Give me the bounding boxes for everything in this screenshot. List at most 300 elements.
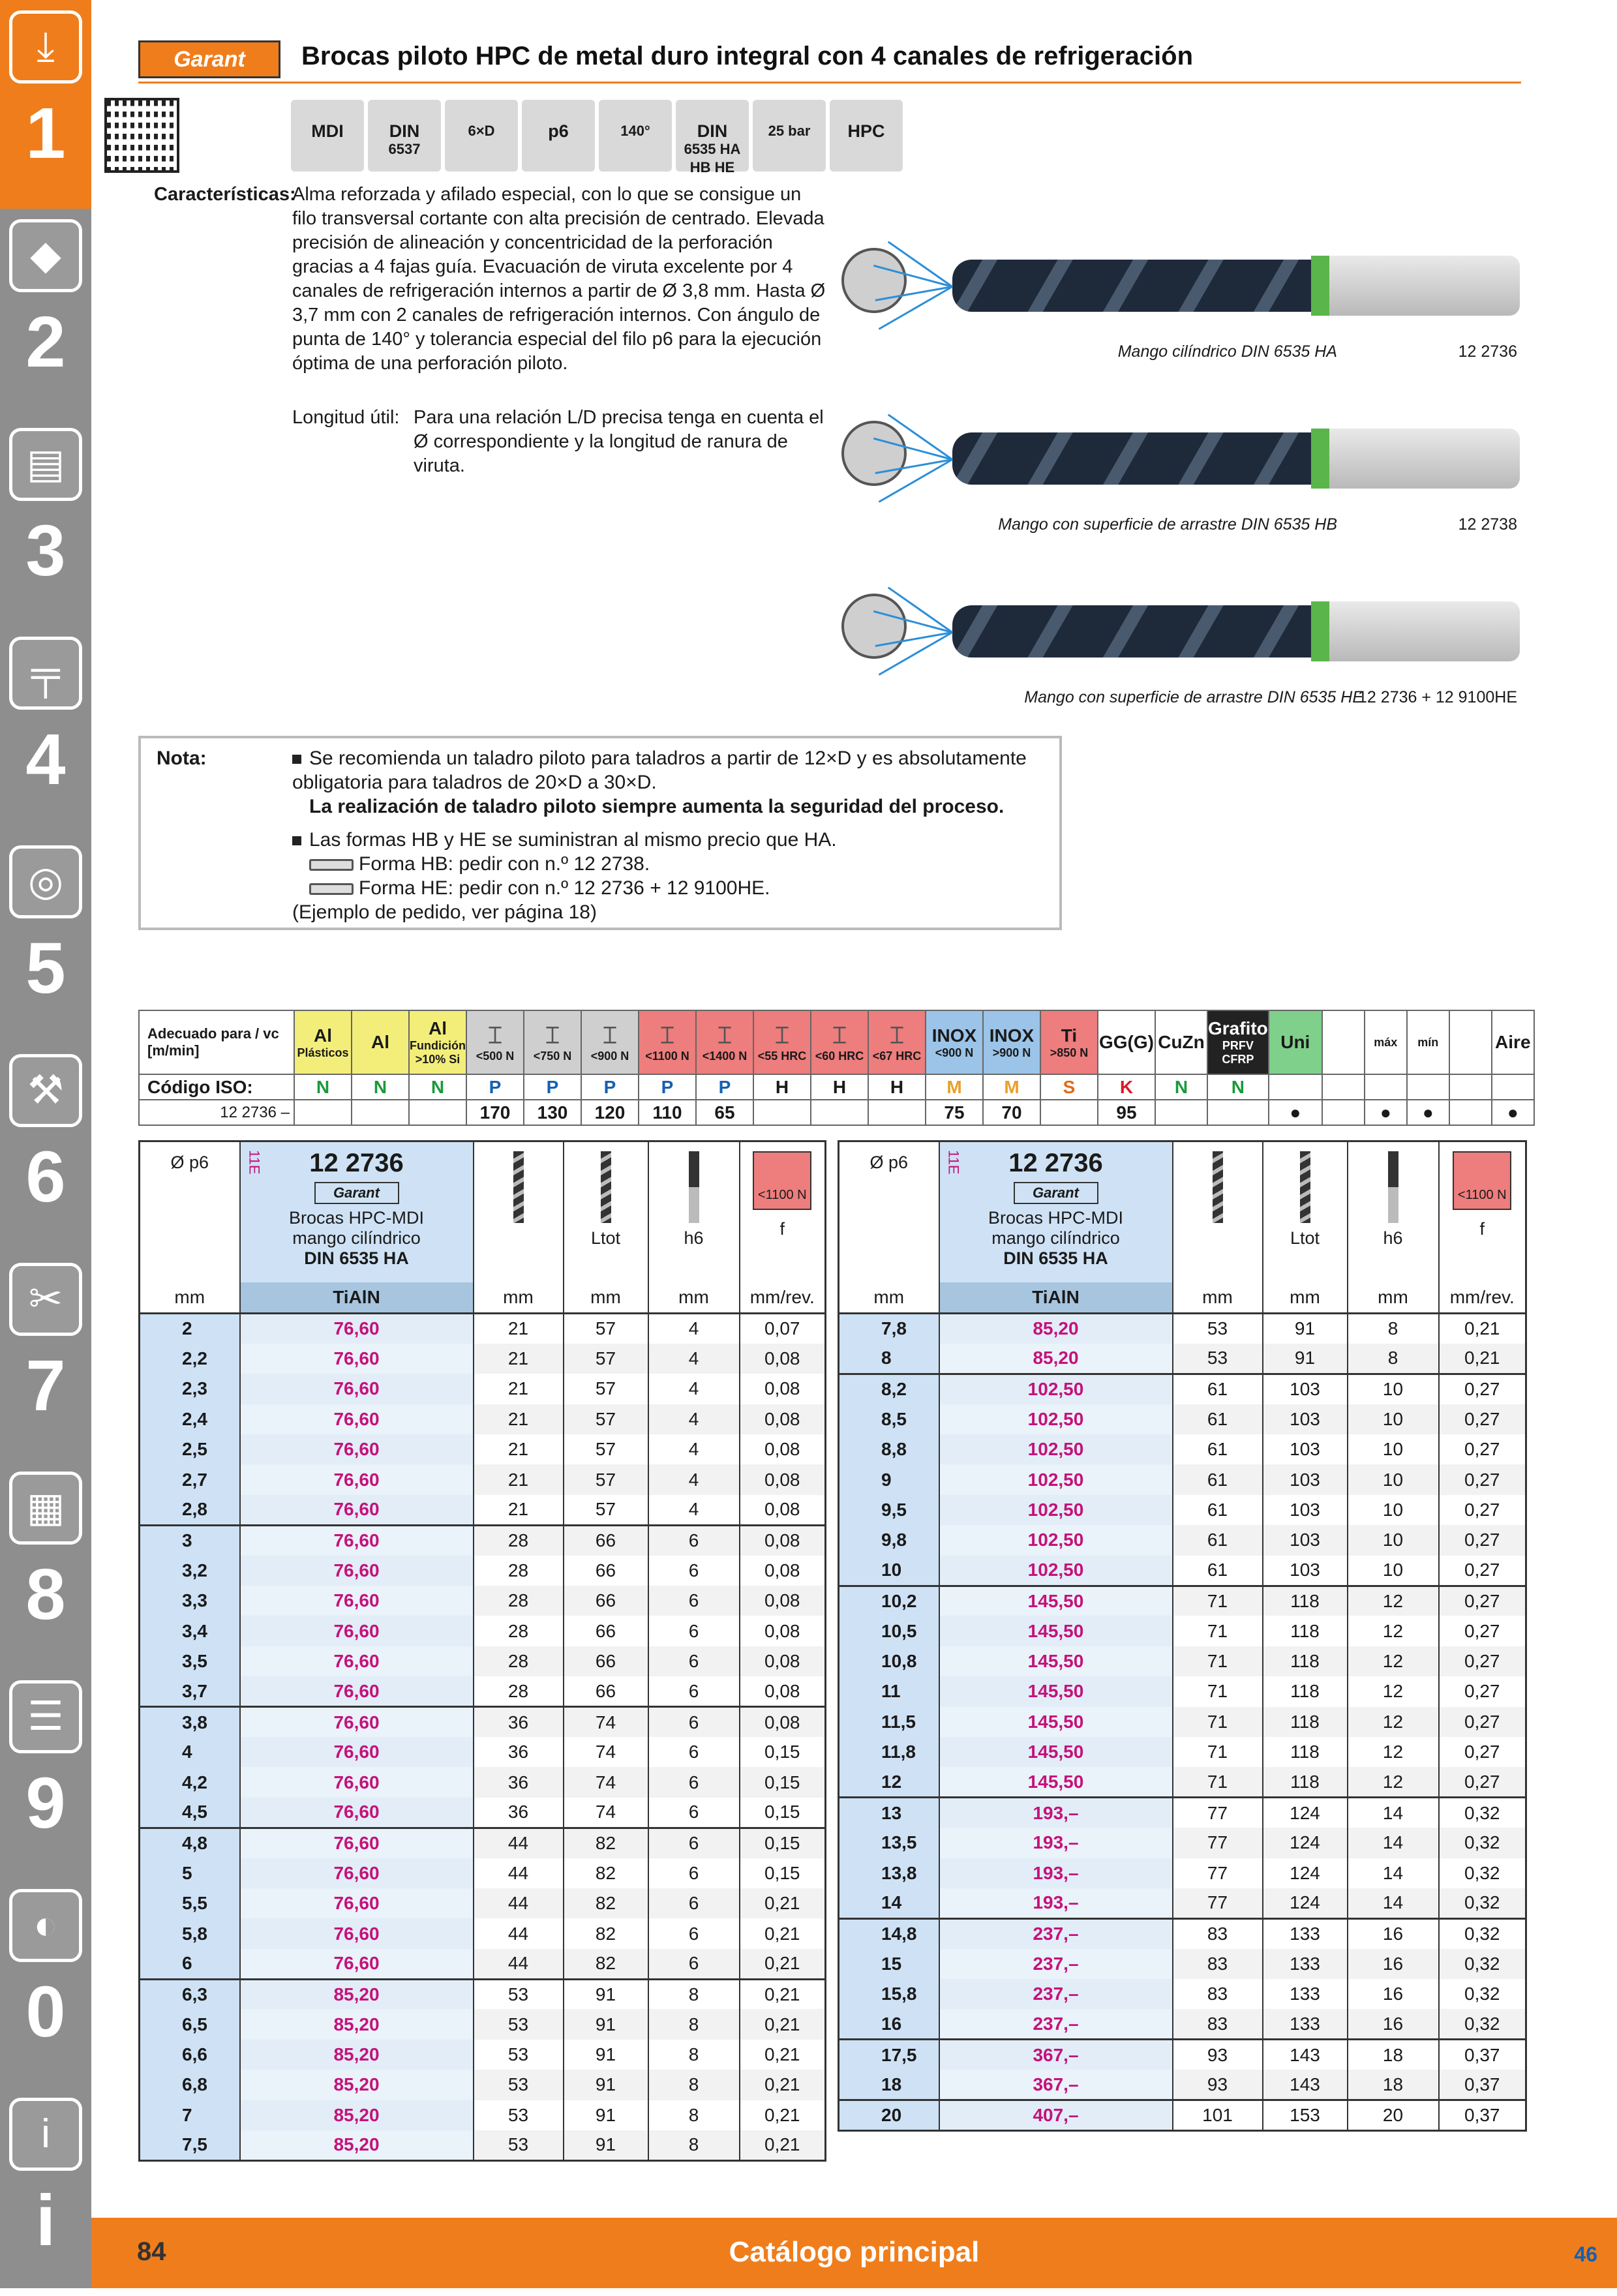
table-row[interactable] bbox=[839, 1404, 1526, 1434]
material-sub: >900 N bbox=[992, 1046, 1031, 1059]
table-row[interactable] bbox=[140, 1556, 826, 1586]
saw-icon: ◎ bbox=[9, 845, 82, 918]
table-row[interactable] bbox=[140, 1949, 826, 1979]
diameter-value: 7 bbox=[140, 2100, 240, 2130]
table-row[interactable] bbox=[839, 1798, 1526, 1828]
diameter-value: 3,8 bbox=[140, 1707, 240, 1737]
shank-value: 6 bbox=[648, 1646, 740, 1676]
price-value: 76,60 bbox=[240, 1949, 474, 1979]
feature-label: p6 bbox=[548, 121, 569, 141]
drill-shank bbox=[1329, 601, 1520, 661]
price-value: 85,20 bbox=[240, 2070, 474, 2100]
feed-value: 0,27 bbox=[1439, 1586, 1526, 1616]
flute-length-value: 28 bbox=[474, 1556, 564, 1586]
info-icon: i bbox=[9, 2098, 82, 2171]
shank-diameter-icon bbox=[689, 1151, 699, 1223]
drill-article-number: 12 2738 bbox=[1458, 515, 1517, 534]
diameter-value: 6,3 bbox=[140, 1979, 240, 2009]
feature-sub: 6535 HA HB HE bbox=[684, 141, 741, 175]
table-row[interactable] bbox=[839, 1616, 1526, 1646]
total-length-value: 91 bbox=[564, 2070, 648, 2100]
chapter-tab-5[interactable] bbox=[0, 835, 91, 1044]
feed-value: 0,15 bbox=[740, 1798, 826, 1828]
feed-value: 0,27 bbox=[1439, 1404, 1526, 1434]
total-length-icon bbox=[601, 1151, 611, 1223]
material-header bbox=[1098, 1010, 1155, 1074]
material-header bbox=[1365, 1010, 1407, 1074]
iso-code bbox=[1407, 1074, 1449, 1100]
flute-length-value: 71 bbox=[1173, 1586, 1263, 1616]
unit-label: mm bbox=[1348, 1282, 1439, 1314]
diameter-value: 15 bbox=[839, 1949, 939, 1979]
page-header bbox=[138, 38, 1521, 83]
price-value: 76,60 bbox=[240, 1707, 474, 1737]
table-row[interactable] bbox=[140, 2040, 826, 2070]
feature-sub: 6×D bbox=[468, 123, 495, 139]
cutting-speed: 110 bbox=[639, 1100, 696, 1125]
shank-value: 16 bbox=[1348, 1949, 1439, 1979]
price-value: 76,60 bbox=[240, 1434, 474, 1464]
iso-code: P bbox=[581, 1074, 639, 1100]
table-row[interactable] bbox=[140, 1314, 826, 1344]
price-value: 237,– bbox=[939, 1918, 1173, 1948]
flute-length-value: 93 bbox=[1173, 2040, 1263, 2070]
diameter-value: 4,5 bbox=[140, 1798, 240, 1828]
unit-label: mm bbox=[140, 1282, 240, 1314]
material-header bbox=[1155, 1010, 1207, 1074]
iso-code bbox=[1365, 1074, 1407, 1100]
cutting-speed bbox=[811, 1100, 868, 1125]
diameter-value: 2 bbox=[140, 1314, 240, 1344]
flute-length-value: 53 bbox=[474, 2009, 564, 2039]
table-row[interactable] bbox=[839, 1556, 1526, 1586]
material-header bbox=[753, 1010, 811, 1074]
chapter-number: 9 bbox=[25, 1763, 66, 1843]
feature-badge bbox=[368, 100, 441, 172]
material-name: Al bbox=[314, 1025, 332, 1046]
material-header bbox=[1407, 1010, 1449, 1074]
shank-value: 10 bbox=[1348, 1374, 1439, 1404]
material-name: INOX bbox=[989, 1025, 1035, 1046]
table-row[interactable] bbox=[839, 1828, 1526, 1858]
chapter-tab-2[interactable] bbox=[0, 209, 91, 417]
total-length-value: 66 bbox=[564, 1556, 648, 1586]
table-row[interactable] bbox=[839, 1676, 1526, 1706]
feed-value: 0,08 bbox=[740, 1464, 826, 1494]
total-length-value: 57 bbox=[564, 1495, 648, 1525]
iso-code bbox=[1492, 1074, 1534, 1100]
feed-value: 0,21 bbox=[740, 2100, 826, 2130]
total-length-value: 66 bbox=[564, 1616, 648, 1646]
price-value: 76,60 bbox=[240, 1556, 474, 1586]
feed-value: 0,08 bbox=[740, 1374, 826, 1404]
shank-value: 18 bbox=[1348, 2070, 1439, 2100]
garant-logo: Garant bbox=[1014, 1182, 1098, 1204]
cutting-speed bbox=[409, 1100, 466, 1125]
shank-he-icon bbox=[309, 883, 354, 895]
feed-value: 0,21 bbox=[740, 1918, 826, 1948]
feed-value: 0,32 bbox=[1439, 1918, 1526, 1948]
total-length-value: 103 bbox=[1263, 1495, 1348, 1525]
drill-article-number: 12 2736 + 12 9100HE bbox=[1358, 688, 1517, 706]
table-row[interactable] bbox=[140, 2070, 826, 2100]
total-length-value: 103 bbox=[1263, 1434, 1348, 1464]
shank-value: 12 bbox=[1348, 1646, 1439, 1676]
steel-profile-icon: ⌶ bbox=[488, 1021, 502, 1048]
shank-value: 12 bbox=[1348, 1586, 1439, 1616]
price-value: 76,60 bbox=[240, 1344, 474, 1374]
price-value: 407,– bbox=[939, 2100, 1173, 2130]
table-row[interactable] bbox=[839, 1707, 1526, 1737]
diameter-value: 3,5 bbox=[140, 1646, 240, 1676]
price-value: 76,60 bbox=[240, 1586, 474, 1616]
table-row[interactable] bbox=[839, 1586, 1526, 1616]
price-value: 76,60 bbox=[240, 1888, 474, 1918]
total-length-value: 118 bbox=[1263, 1586, 1348, 1616]
total-length-value: 124 bbox=[1263, 1858, 1348, 1888]
chapter-tab-0[interactable] bbox=[0, 1879, 91, 2087]
total-length-value: 143 bbox=[1263, 2070, 1348, 2100]
iso-code: P bbox=[639, 1074, 696, 1100]
feed-value: 0,07 bbox=[740, 1314, 826, 1344]
feed-value: 0,27 bbox=[1439, 1495, 1526, 1525]
table-row[interactable] bbox=[839, 1737, 1526, 1767]
total-length-value: 91 bbox=[564, 2100, 648, 2130]
total-length-value: 82 bbox=[564, 1858, 648, 1888]
price-value: 145,50 bbox=[939, 1616, 1173, 1646]
material-sub: <60 HRC bbox=[815, 1050, 864, 1063]
feature-badge bbox=[445, 100, 518, 172]
table-row[interactable] bbox=[839, 1888, 1526, 1918]
feed-header bbox=[740, 1141, 826, 1282]
feed-value: 0,08 bbox=[740, 1646, 826, 1676]
shank-header bbox=[1348, 1141, 1439, 1282]
material-header bbox=[639, 1010, 696, 1074]
table-row[interactable] bbox=[839, 1434, 1526, 1464]
diameter-header bbox=[140, 1141, 240, 1282]
diameter-value: 5,8 bbox=[140, 1918, 240, 1948]
table-row[interactable] bbox=[140, 1858, 826, 1888]
diameter-value: 2,8 bbox=[140, 1495, 240, 1525]
total-length-value: 82 bbox=[564, 1828, 648, 1858]
total-length-value: 66 bbox=[564, 1525, 648, 1555]
feed-value: 0,21 bbox=[740, 1949, 826, 1979]
table-row[interactable] bbox=[839, 1314, 1526, 1344]
shank-value: 6 bbox=[648, 1707, 740, 1737]
total-length-value: 82 bbox=[564, 1918, 648, 1948]
diameter-value: 2,3 bbox=[140, 1374, 240, 1404]
table-row[interactable] bbox=[140, 1404, 826, 1434]
total-length-value: 82 bbox=[564, 1888, 648, 1918]
flute-length-value: 53 bbox=[1173, 1344, 1263, 1374]
feed-value: 0,27 bbox=[1439, 1676, 1526, 1706]
shank-value: 10 bbox=[1348, 1556, 1439, 1586]
garant-logo: Garant bbox=[314, 1182, 399, 1204]
total-length-value: 133 bbox=[1263, 2009, 1348, 2039]
product-table-left bbox=[138, 1140, 826, 2162]
shank-value: 12 bbox=[1348, 1676, 1439, 1706]
diameter-value: 10,2 bbox=[839, 1586, 939, 1616]
flute-length-value: 61 bbox=[1173, 1495, 1263, 1525]
shank-value: 6 bbox=[648, 1858, 740, 1888]
product-table-right bbox=[838, 1140, 1527, 2132]
table-row[interactable] bbox=[140, 1828, 826, 1858]
iso-code bbox=[1322, 1074, 1365, 1100]
diameter-value: 11,8 bbox=[839, 1737, 939, 1767]
diameter-value: 2,7 bbox=[140, 1464, 240, 1494]
flute-length-value: 77 bbox=[1173, 1858, 1263, 1888]
table-row[interactable] bbox=[839, 1918, 1526, 1948]
diameter-value: 6 bbox=[140, 1949, 240, 1979]
diameter-header bbox=[839, 1141, 939, 1282]
feed-value: 0,37 bbox=[1439, 2040, 1526, 2070]
feed-value: 0,21 bbox=[740, 1979, 826, 2009]
feed-header bbox=[1439, 1141, 1526, 1282]
price-value: 76,60 bbox=[240, 1314, 474, 1344]
drill-ring bbox=[1311, 429, 1329, 489]
total-length-value: 74 bbox=[564, 1798, 648, 1828]
table-row[interactable] bbox=[839, 2009, 1526, 2039]
drill-ring bbox=[1311, 256, 1329, 316]
price-value: 102,50 bbox=[939, 1374, 1173, 1404]
diameter-value: 13,5 bbox=[839, 1828, 939, 1858]
diameter-value: 12 bbox=[839, 1767, 939, 1797]
chapter-rail bbox=[0, 0, 91, 2288]
feed-value: 0,37 bbox=[1439, 2070, 1526, 2100]
flute-length-value: 61 bbox=[1173, 1374, 1263, 1404]
feed-value: 0,27 bbox=[1439, 1707, 1526, 1737]
table-row[interactable] bbox=[839, 1495, 1526, 1525]
table-row[interactable] bbox=[839, 1464, 1526, 1494]
iso-code: H bbox=[811, 1074, 868, 1100]
table-row[interactable] bbox=[140, 1979, 826, 2009]
price-value: 193,– bbox=[939, 1888, 1173, 1918]
table-row[interactable] bbox=[140, 1374, 826, 1404]
table-row[interactable] bbox=[140, 1344, 826, 1374]
table-row[interactable] bbox=[140, 1525, 826, 1555]
flute-length-value: 71 bbox=[1173, 1737, 1263, 1767]
shank-value: 4 bbox=[648, 1464, 740, 1494]
steel-profile-icon: ⌶ bbox=[832, 1021, 847, 1048]
material-sub: <55 HRC bbox=[757, 1050, 807, 1063]
material-header bbox=[1322, 1010, 1365, 1074]
page-number: 84 bbox=[137, 2237, 166, 2266]
total-length-value: 143 bbox=[1263, 2040, 1348, 2070]
material-sub: <900 N bbox=[590, 1050, 629, 1063]
total-length-value: 57 bbox=[564, 1464, 648, 1494]
material-badge-label: <1100 N bbox=[757, 1188, 807, 1202]
shank-diameter-icon bbox=[1388, 1151, 1398, 1223]
material-badge bbox=[1453, 1151, 1511, 1210]
shank-value: 6 bbox=[648, 1676, 740, 1706]
shank-value: 6 bbox=[648, 1918, 740, 1948]
shank-value: 8 bbox=[648, 1979, 740, 2009]
chapter-tab-4[interactable] bbox=[0, 626, 91, 835]
table-row[interactable] bbox=[140, 1798, 826, 1828]
total-length-header bbox=[1263, 1141, 1348, 1282]
catalog-title: Catálogo principal bbox=[729, 2236, 980, 2268]
diameter-value: 15,8 bbox=[839, 1979, 939, 2009]
total-length-icon bbox=[1300, 1151, 1310, 1223]
total-length-value: 118 bbox=[1263, 1737, 1348, 1767]
feed-value: 0,08 bbox=[740, 1404, 826, 1434]
table-row[interactable] bbox=[140, 2100, 826, 2130]
chapter-tab-8[interactable] bbox=[0, 1461, 91, 1670]
feed-value: 0,32 bbox=[1439, 1888, 1526, 1918]
chapter-tab-1[interactable] bbox=[0, 0, 91, 209]
flute-length-value: 21 bbox=[474, 1434, 564, 1464]
feature-badge bbox=[599, 100, 672, 172]
shank-value: 8 bbox=[648, 2009, 740, 2039]
qr-code-icon[interactable] bbox=[104, 98, 179, 173]
article-header bbox=[939, 1141, 1173, 1282]
table-row[interactable] bbox=[140, 1464, 826, 1494]
chapter-tab-6[interactable] bbox=[0, 1044, 91, 1252]
diameter-value: 6,6 bbox=[140, 2040, 240, 2070]
feature-label: DIN bbox=[389, 121, 420, 141]
material-header bbox=[1207, 1010, 1269, 1074]
table-row[interactable] bbox=[140, 1495, 826, 1525]
table-row[interactable] bbox=[140, 2130, 826, 2160]
material-sub: <1400 N bbox=[702, 1050, 748, 1063]
table-row[interactable] bbox=[839, 1525, 1526, 1555]
table-row[interactable] bbox=[140, 1646, 826, 1676]
material-sub: máx bbox=[1374, 1035, 1398, 1049]
iso-code: N bbox=[294, 1074, 352, 1100]
table-row[interactable] bbox=[839, 1949, 1526, 1979]
article-desc-3: DIN 6535 HA bbox=[1003, 1248, 1108, 1268]
diameter-value: 8,5 bbox=[839, 1404, 939, 1434]
iso-code: H bbox=[753, 1074, 811, 1100]
feed-value: 0,15 bbox=[740, 1858, 826, 1888]
material-name: Al bbox=[371, 1032, 389, 1052]
cutting-speed: ● bbox=[1407, 1100, 1449, 1125]
feed-value: 0,32 bbox=[1439, 1828, 1526, 1858]
table-row[interactable] bbox=[839, 2040, 1526, 2070]
diameter-value: 7,5 bbox=[140, 2130, 240, 2160]
total-length-value: 118 bbox=[1263, 1676, 1348, 1706]
total-length-value: 66 bbox=[564, 1586, 648, 1616]
page-reference: 46 bbox=[1574, 2243, 1597, 2266]
material-sub: <900 N bbox=[935, 1046, 974, 1059]
cutting-speed: 130 bbox=[524, 1100, 581, 1125]
table-row[interactable] bbox=[140, 1586, 826, 1616]
chapter-tab-9[interactable] bbox=[0, 1670, 91, 1879]
price-value: 145,50 bbox=[939, 1767, 1173, 1797]
price-value: 193,– bbox=[939, 1858, 1173, 1888]
shank-value: 10 bbox=[1348, 1525, 1439, 1555]
material-name: Aire bbox=[1495, 1032, 1531, 1052]
drill-flute bbox=[952, 605, 1318, 657]
price-value: 76,60 bbox=[240, 1616, 474, 1646]
price-value: 237,– bbox=[939, 1949, 1173, 1979]
feed-value: 0,32 bbox=[1439, 1979, 1526, 2009]
total-length-value: 133 bbox=[1263, 1979, 1348, 2009]
feed-value: 0,21 bbox=[1439, 1314, 1526, 1344]
material-sub: >850 N bbox=[1050, 1046, 1089, 1059]
feature-badge bbox=[291, 100, 364, 172]
price-value: 85,20 bbox=[240, 2009, 474, 2039]
drill-shank bbox=[1329, 256, 1520, 316]
total-length-value: 124 bbox=[1263, 1828, 1348, 1858]
table-row[interactable] bbox=[839, 1374, 1526, 1404]
table-row[interactable] bbox=[140, 1434, 826, 1464]
table-row[interactable] bbox=[839, 1344, 1526, 1374]
material-sub: Fundición >10% Si bbox=[410, 1039, 466, 1066]
iso-code: H bbox=[868, 1074, 926, 1100]
flute-length-value: 71 bbox=[1173, 1676, 1263, 1706]
table-row[interactable] bbox=[839, 1858, 1526, 1888]
table-row[interactable] bbox=[839, 2100, 1526, 2130]
flute-length-value: 83 bbox=[1173, 2009, 1263, 2039]
table-row[interactable] bbox=[140, 1707, 826, 1737]
diameter-value: 2,5 bbox=[140, 1434, 240, 1464]
diameter-value: 20 bbox=[839, 2100, 939, 2130]
useful-length-text: Para una relación L/D precisa tenga en cuenta el Ø correspondiente y la longitud de ranura de viruta. bbox=[414, 407, 824, 476]
feed-value: 0,27 bbox=[1439, 1556, 1526, 1586]
flute-length-icon bbox=[513, 1151, 524, 1223]
table-row[interactable] bbox=[140, 1918, 826, 1948]
total-length-value: 74 bbox=[564, 1707, 648, 1737]
chapter-tab-3[interactable] bbox=[0, 417, 91, 626]
shank-value: 4 bbox=[648, 1314, 740, 1344]
flute-length-value: 53 bbox=[474, 2040, 564, 2070]
flute-length-value: 61 bbox=[1173, 1464, 1263, 1494]
bullet-icon bbox=[292, 836, 301, 845]
shank-value: 12 bbox=[1348, 1616, 1439, 1646]
total-length-value: 124 bbox=[1263, 1798, 1348, 1828]
flute-length-value: 44 bbox=[474, 1888, 564, 1918]
drill-caption: Mango con superficie de arrastre DIN 6535 HE bbox=[1024, 688, 1363, 706]
feed-value: 0,15 bbox=[740, 1828, 826, 1858]
material-header bbox=[581, 1010, 639, 1074]
table-row[interactable] bbox=[839, 2070, 1526, 2100]
total-length-value: 118 bbox=[1263, 1616, 1348, 1646]
note-form-he: Forma HE: pedir con n.º 12 2736 + 12 9100HE. bbox=[292, 876, 1049, 900]
material-sub: <500 N bbox=[476, 1050, 515, 1063]
shank-value: 8 bbox=[648, 2070, 740, 2100]
diameter-value: 3,4 bbox=[140, 1616, 240, 1646]
flute-length-value: 77 bbox=[1173, 1828, 1263, 1858]
shank-value: 8 bbox=[648, 2040, 740, 2070]
table-row[interactable] bbox=[140, 1888, 826, 1918]
table-row[interactable] bbox=[140, 1616, 826, 1646]
table-row[interactable] bbox=[140, 1767, 826, 1797]
material-badge-label: <1100 N bbox=[1457, 1188, 1507, 1202]
chapter-number: 3 bbox=[25, 511, 66, 591]
flute-length-value: 61 bbox=[1173, 1434, 1263, 1464]
table-row[interactable] bbox=[140, 1676, 826, 1706]
price-value: 76,60 bbox=[240, 1918, 474, 1948]
note-bold: La realización de taladro piloto siempre aumenta la seguridad del proceso. bbox=[309, 796, 1005, 817]
chapter-tab-i[interactable] bbox=[0, 2087, 91, 2296]
table-row[interactable] bbox=[839, 1979, 1526, 2009]
article-label: 12 2736 – bbox=[139, 1100, 294, 1125]
table-row[interactable] bbox=[839, 1646, 1526, 1676]
table-row[interactable] bbox=[140, 1737, 826, 1767]
total-length-value: 66 bbox=[564, 1646, 648, 1676]
chapter-number: 8 bbox=[25, 1554, 66, 1635]
feed-value: 0,32 bbox=[1439, 1858, 1526, 1888]
table-row[interactable] bbox=[839, 1767, 1526, 1797]
diameter-value: 9,5 bbox=[839, 1495, 939, 1525]
diameter-value: 11,5 bbox=[839, 1707, 939, 1737]
article-number: 12 2736 bbox=[1008, 1149, 1103, 1177]
chapter-tab-7[interactable] bbox=[0, 1252, 91, 1461]
total-length-value: 103 bbox=[1263, 1404, 1348, 1434]
table-row[interactable] bbox=[140, 2009, 826, 2039]
flute-length-value: 61 bbox=[1173, 1404, 1263, 1434]
